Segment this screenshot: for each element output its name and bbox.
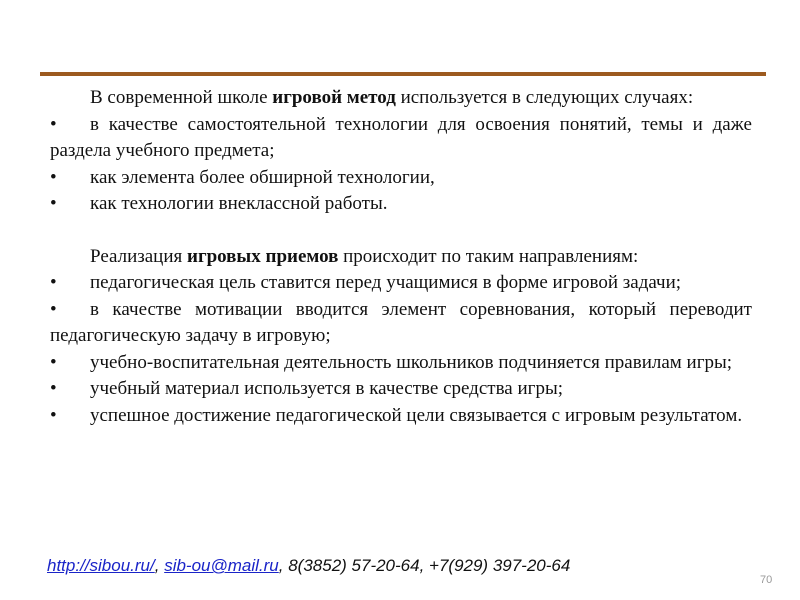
list-item-text: педагогическая цель ставится перед учащимися в форме игровой задачи; xyxy=(90,272,682,293)
page-number: 70 xyxy=(760,574,773,586)
list-item xyxy=(50,376,752,403)
slide-body xyxy=(50,85,752,429)
list-item xyxy=(50,191,752,218)
list-item-text: как элемента более обширной технологии, xyxy=(90,166,435,188)
email-link[interactable]: sib-ou@mail.ru xyxy=(164,556,279,575)
list-item xyxy=(50,165,752,192)
intro-text: происходит по таким направлениям: xyxy=(338,245,639,267)
list-item xyxy=(50,350,752,377)
section2-intro xyxy=(50,244,752,271)
bullet-icon: • xyxy=(50,404,57,426)
list-item-text: учебный материал используется в качестве средства игры; xyxy=(90,378,563,399)
list-item xyxy=(50,270,752,297)
intro-text: В современной школе xyxy=(90,87,273,108)
intro-bold-term: игровых приемов xyxy=(187,245,339,267)
title-divider-line xyxy=(40,72,766,76)
list-item-text: успешное достижение педагогической цели связывается с игровым результатом. xyxy=(90,404,743,426)
bullet-icon: • xyxy=(50,193,57,214)
list-item xyxy=(50,403,752,430)
bullet-icon: • xyxy=(50,351,57,373)
list-item-text: как технологии внеклассной работы. xyxy=(90,193,388,214)
list-item-text: в качестве мотивации вводится элемент соревнования, который переводит педагогическую задачу в игровую; xyxy=(50,298,752,346)
bullet-icon: • xyxy=(50,113,57,135)
bullet-icon: • xyxy=(50,272,57,293)
section1-intro xyxy=(50,85,752,112)
website-link[interactable]: http://sibou.ru/ xyxy=(47,556,155,575)
separator: , xyxy=(154,556,165,575)
list-item-text: учебно-воспитательная деятельность школьников подчиняется правилам игры; xyxy=(90,351,733,373)
bullet-icon: • xyxy=(50,166,57,188)
intro-text: используется в следующих случаях: xyxy=(395,87,694,108)
list-item xyxy=(50,112,752,165)
phone-numbers: , 8(3852) 57-20-64, +7(929) 397-20-64 xyxy=(278,556,571,575)
intro-text: Реализация xyxy=(90,245,187,267)
bullet-icon: • xyxy=(50,298,57,320)
footer-contacts xyxy=(47,556,570,576)
intro-bold-term: игровой метод xyxy=(272,87,396,108)
list-item-text: в качестве самостоятельной технологии для освоения понятий, темы и даже раздела учебного предмета; xyxy=(50,113,752,161)
list-item xyxy=(50,297,752,350)
bullet-icon: • xyxy=(50,378,57,399)
spacer xyxy=(50,218,752,244)
